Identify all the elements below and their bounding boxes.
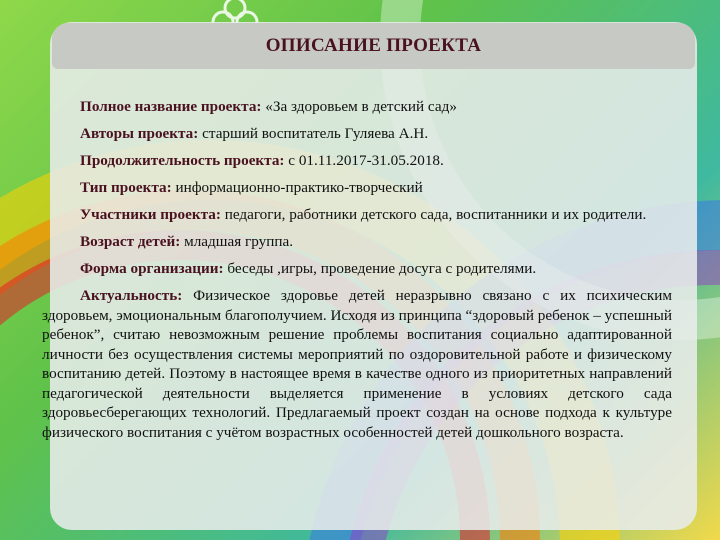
page-title: ОПИСАНИЕ ПРОЕКТА [265,35,482,56]
title-bar [52,23,695,69]
field-value: педагоги, работники детского сада, воспитанники и их родители. [220,206,647,223]
field-form [42,259,672,279]
field-value: старший воспитатель Гуляева А.Н. [198,125,429,142]
field-age [42,232,672,252]
field-duration [42,151,672,171]
field-label: Актуальность: [80,287,183,304]
field-value: с 01.11.2017-31.05.2018. [284,152,444,169]
field-label: Возраст детей: [80,233,181,250]
field-value: Физическое здоровье детей неразрывно связано с их психическим здоровьем, эмоциональным благополучием. Исходя из принципа “здоровый ребенок – успешный ребенок”, считаю невозможным решение проблемы воспитания социально адаптированной личности без осуществления системы мероприятий по оздоровительной работе и физическому воспитанию детей. Поэтому в настоящее время в качестве одного из приоритетных направлений педагогической деятельности выделяется применение в условиях детского сада здоровьесберегающих технологий. Предлагаемый проект создан на основе подхода к культуре физического воспитания с учётом возрастных особенностей детей дошкольного возраста. [42,287,673,441]
field-label: Продолжительность проекта: [80,152,285,169]
field-value: информационно-практико-творческий [171,179,423,196]
field-label: Тип проекта: [80,179,172,196]
field-value: младшая группа. [180,233,293,250]
field-label: Авторы проекта: [80,125,199,142]
field-label: Полное название проекта: [80,98,262,115]
field-full-name [42,97,672,117]
field-type [42,178,672,198]
field-label: Участники проекта: [80,206,221,223]
field-participants [42,205,672,225]
field-authors [42,124,672,144]
field-value: «За здоровьем в детский сад» [261,98,457,115]
field-label: Форма организации: [80,260,224,277]
field-relevance [42,286,672,442]
project-description [42,97,672,450]
field-value: беседы ,игры, проведение досуга с родителями. [223,260,537,277]
